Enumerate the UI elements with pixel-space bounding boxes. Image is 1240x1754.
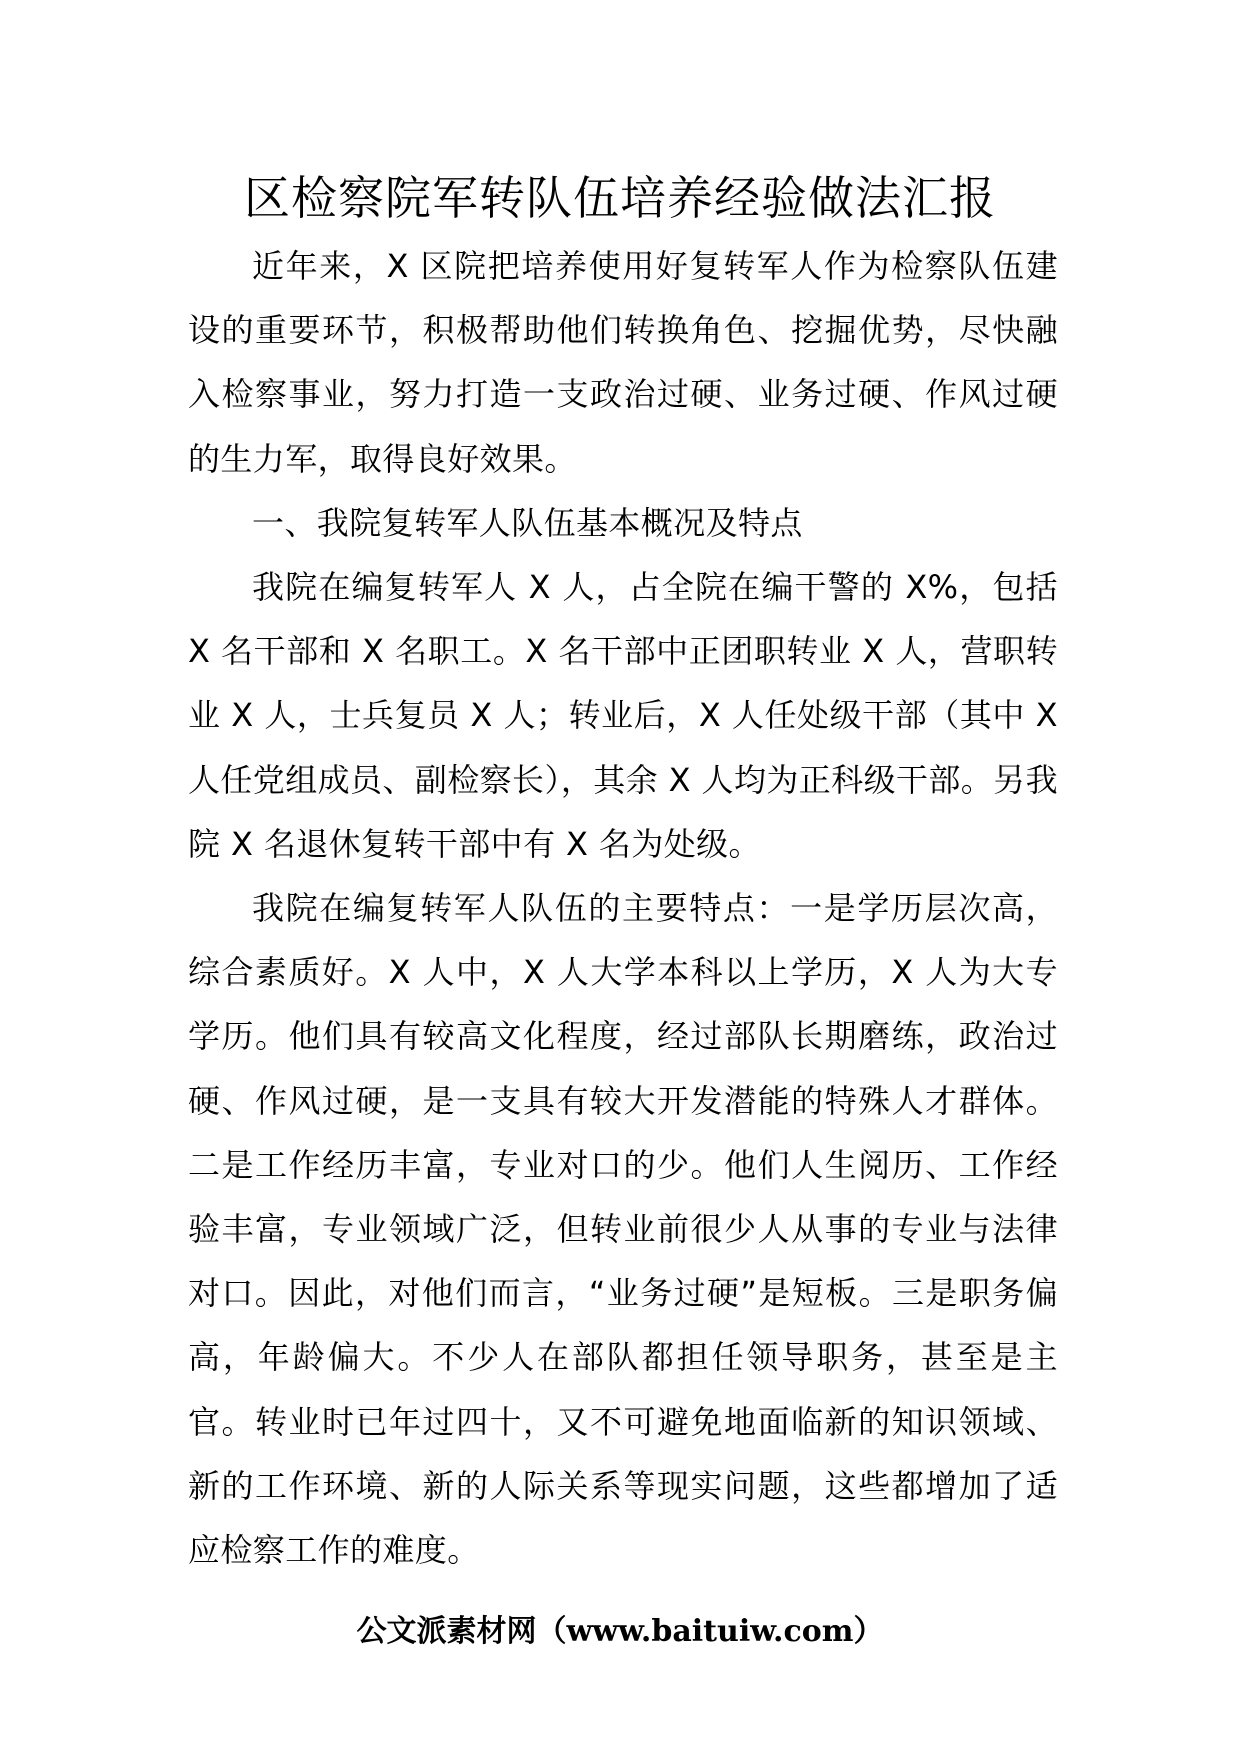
paragraph-intro: 近年来，X 区院把培养使用好复转军人作为检察队伍建设的重要环节，积极帮助他们转换角色、挖掘优势，尽快融入检察事业，努力打造一支政治过硬、业务过硬、作风过硬的生力军，取得良好效果。 xyxy=(188,247,1058,478)
watermark-footer: 公文派素材网（www.baituiw.com） xyxy=(356,1614,884,1649)
section-heading-1: 一、我院复转军人队伍基本概况及特点 xyxy=(252,503,803,542)
paragraph-overview: 我院在编复转军人 X 人，占全院在编干警的 X%，包括 X 名干部和 X 名职工。X 名干部中正团职转业 X 人，营职转业 X 人，士兵复员 X 人；转业后，X 人任处级干部（其中 X 人任党组成员、副检察长），其余 X 人均为正科级干部。另我院 X 名退休复转干部中有 X 名为处级。 xyxy=(188,568,1058,863)
document-title: 区检察院军转队伍培养经验做法汇报 xyxy=(244,171,996,225)
document-body xyxy=(188,234,1058,1582)
paragraph-characteristics: 我院在编复转军人队伍的主要特点：一是学历层次高，综合素质好。X 人中，X 人大学本科以上学历，X 人为大专学历。他们具有较高文化程度，经过部队长期磨练，政治过硬、作风过硬，是一支具有较大开发潜能的特殊人才群体。二是工作经历丰富，专业对口的少。他们人生阅历、工作经验丰富，专业领域广泛，但转业前很少人从事的专业与法律对口。因此，对他们而言，“业务过硬”是短板。三是职务偏高，年龄偏大。不少人在部队都担任领导职务，甚至是主官。转业时已年过四十，又不可避免地面临新的知识领域、新的工作环境、新的人际关系等现实问题，这些都增加了适应检察工作的难度。 xyxy=(188,889,1058,1570)
